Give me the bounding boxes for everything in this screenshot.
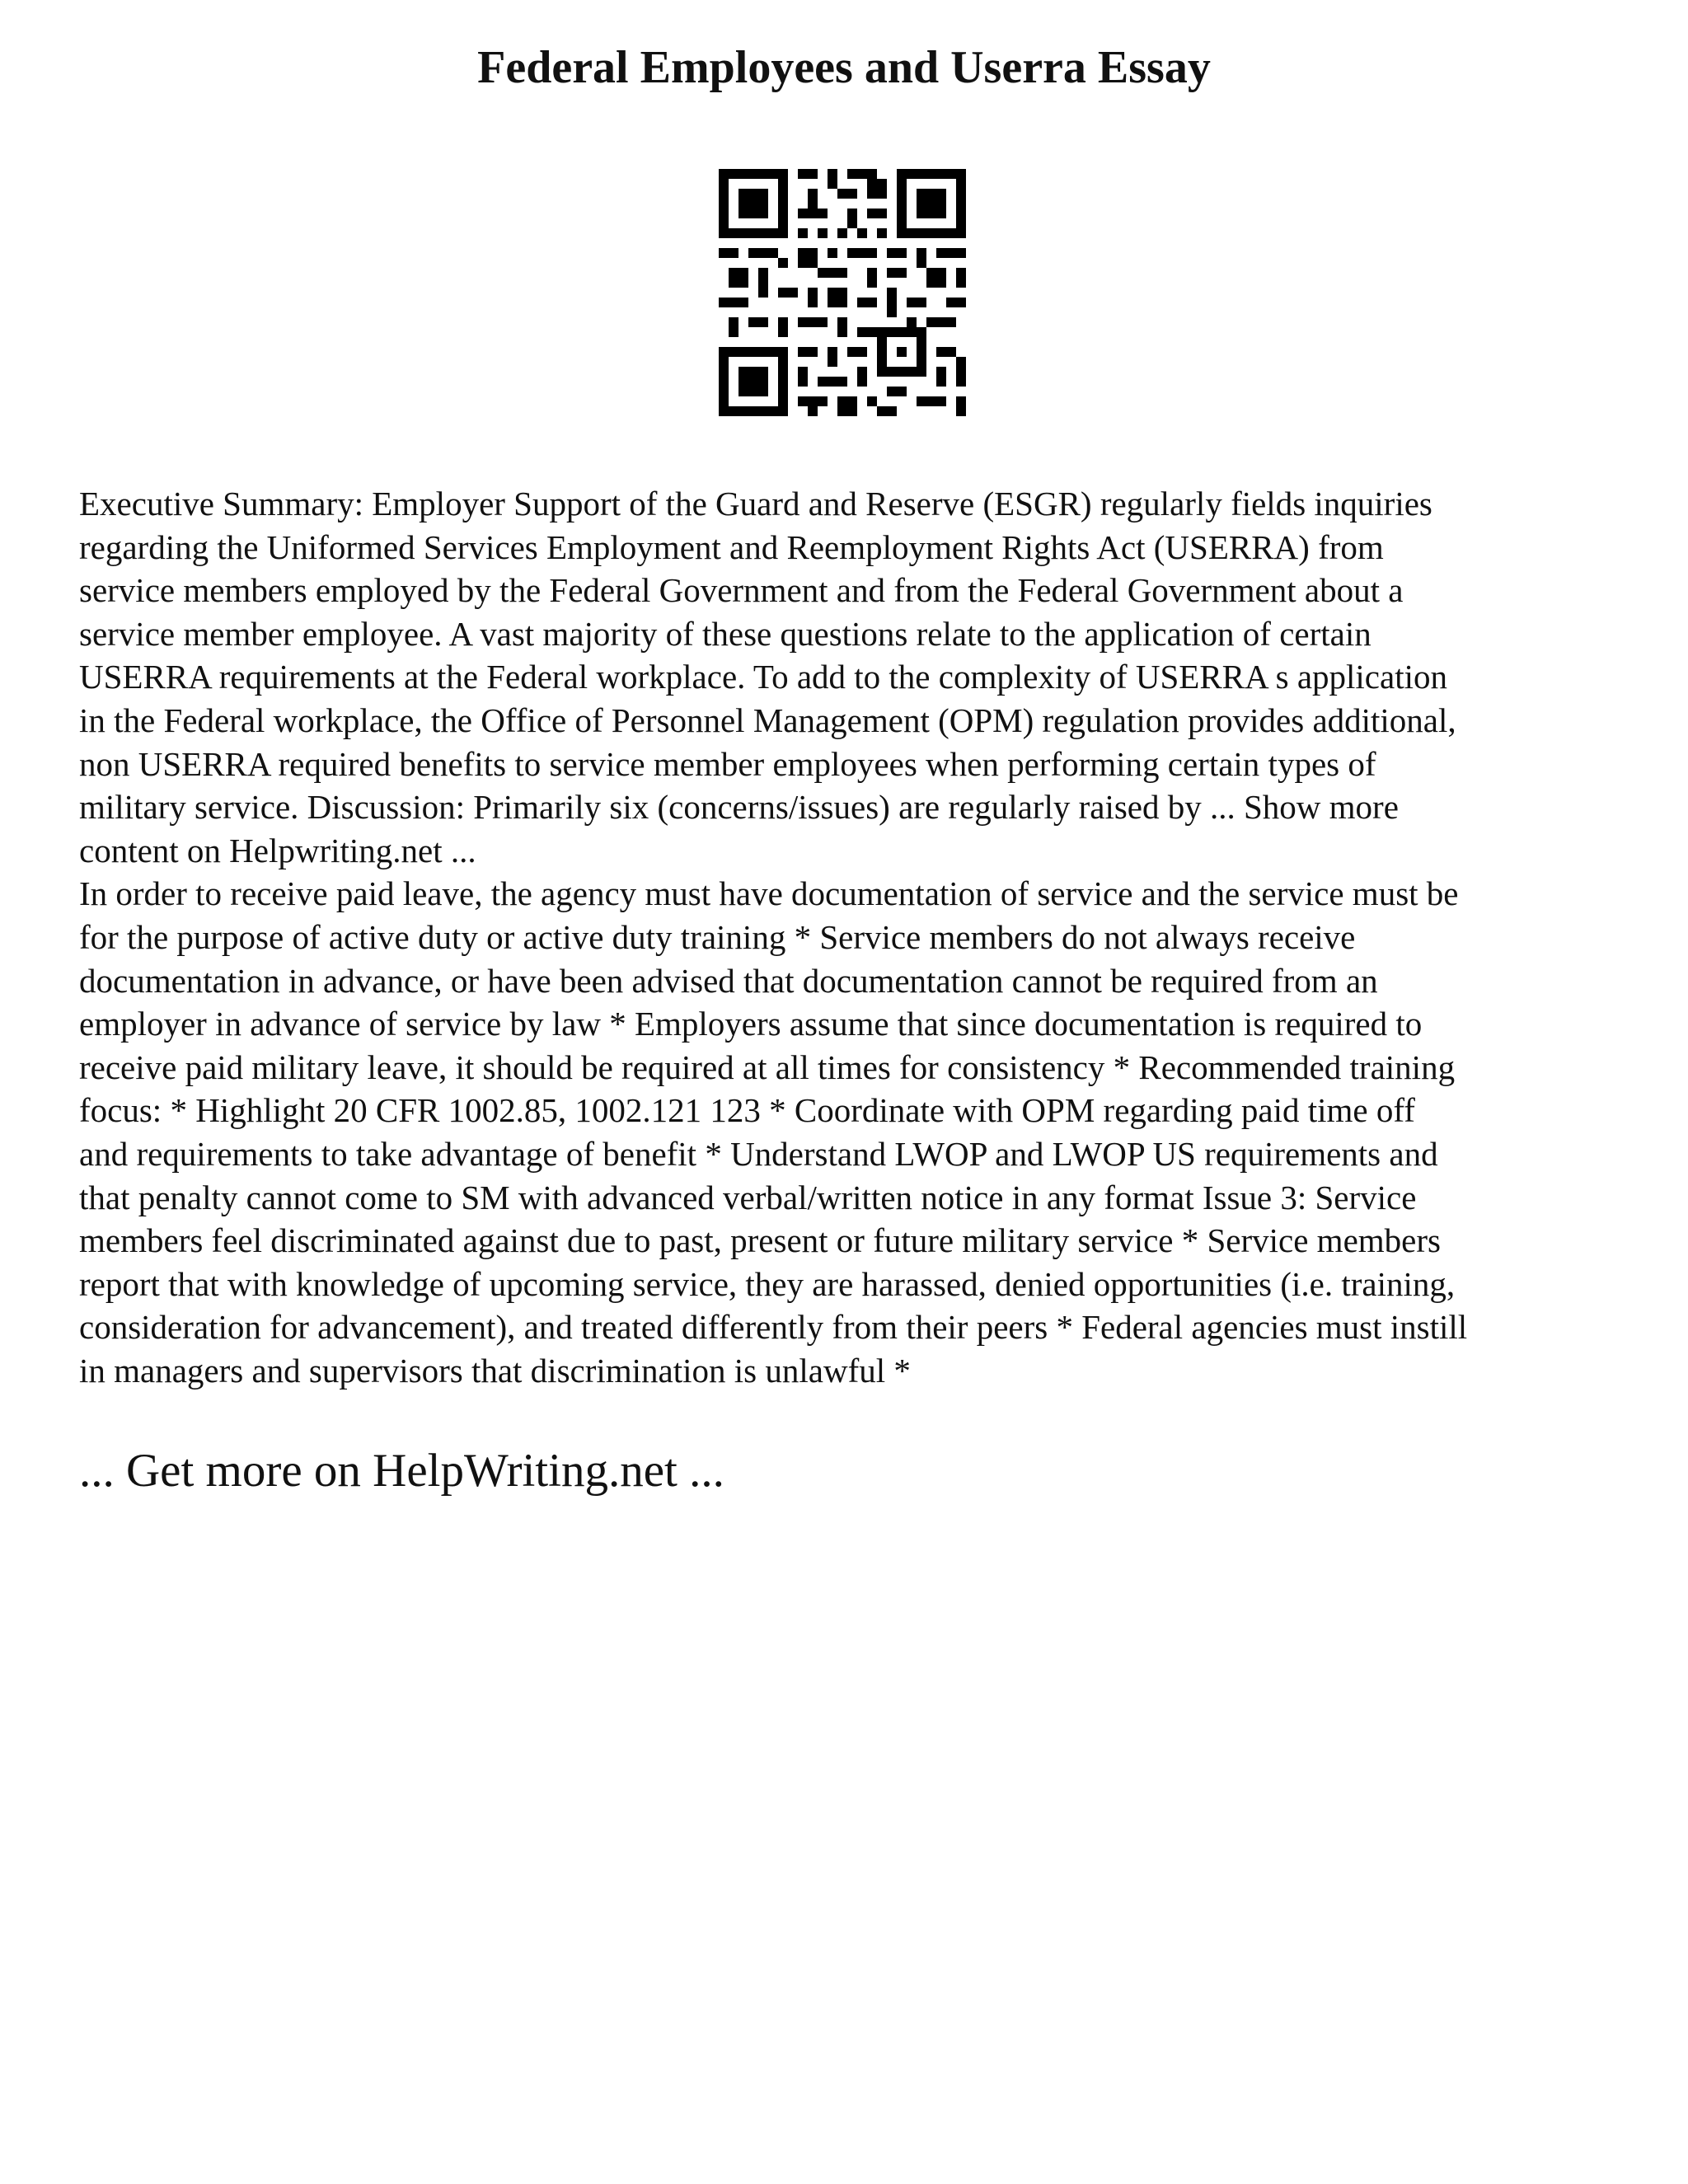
qr-code bbox=[719, 169, 966, 416]
get-more-link[interactable]: ... Get more on HelpWriting.net ... bbox=[79, 1445, 724, 1497]
paragraph-paid-leave: In order to receive paid leave, the agency must have documentation of service and the service must be for the purpose of active duty or active duty training * Service members do not always receive documentation in advance, or have been advised that documentation cannot be required from an employer in advance of service by law * Employers assume that since documentation is required to receive paid military leave, it should be required at all times for consistency * Recommended training focus: * Highlight 20 CFR 1002.85, 1002.121 123 * Coordinate with OPM regarding paid time off and requirements to take advantage of benefit * Understand LWOP and LWOP US requirements and that penalty cannot come to SM with advanced verbal/written notice in any format Issue 3: Service members feel discriminated against due to past, present or future military service * Service members report that with knowledge of upcoming service, they are harassed, denied opportunities (i.e. training, consideration for advancement), and treated differently from their peers * Federal agencies must instill in managers and supervisors that discrimination is unlawful * bbox=[79, 874, 1468, 1390]
essay-body bbox=[79, 482, 1620, 1392]
page-title: Federal Employees and Userra Essay bbox=[477, 42, 1211, 93]
paragraph-executive-summary: Executive Summary: Employer Support of the Guard and Reserve (ESGR) regularly fields inquiries regarding the Uniformed Services Employment and Reemployment Rights Act (USERRA) from service members employed by the Federal Government and from the Federal Government about a service member employee. A vast majority of these questions relate to the application of certain USERRA requirements at the Federal workplace. To add to the complexity of USERRA s application in the Federal workplace, the Office of Personnel Management (OPM) regulation provides additional, non USERRA required benefits to service member employees when performing certain types of military service. Discussion: Primarily six (concerns/issues) are regularly raised by ... Show more content on Helpwriting.net ... bbox=[79, 485, 1456, 869]
